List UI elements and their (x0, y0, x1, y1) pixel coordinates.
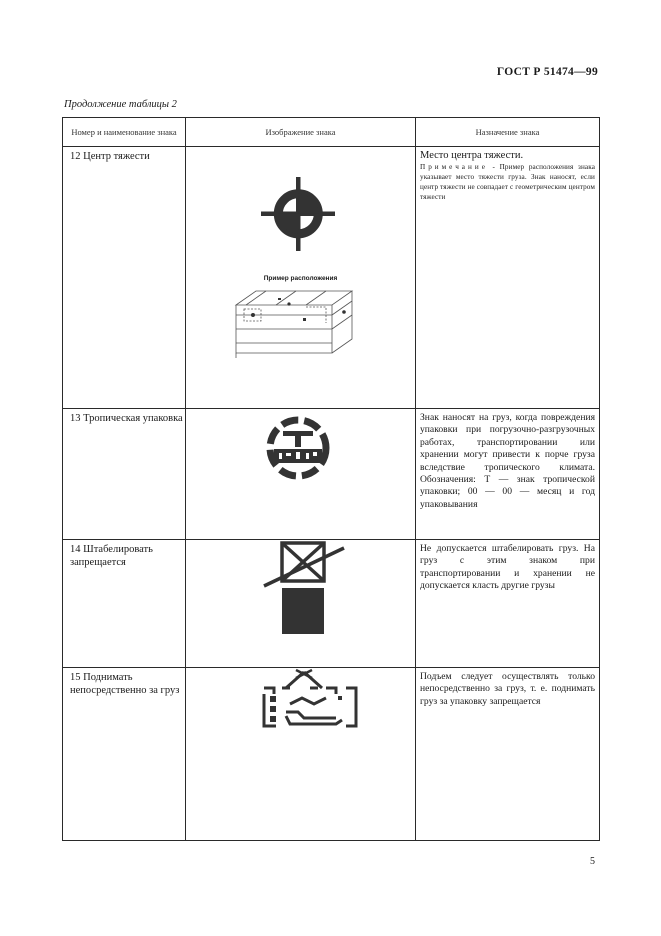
note-label: Примечание (420, 163, 488, 172)
no-stacking-icon (186, 540, 416, 668)
document-code: ГОСТ Р 51474—99 (496, 66, 598, 78)
sign-purpose: Знак наносят на груз, когда повреждения упаковки при погрузочно-разгрузочных работах, транспортировании или хранении могут привести к порче груза вследствие тропического климата. Обозначения: Т — знак тропической упаковки; 00 — 00 — месяц и год упаковывания (416, 409, 600, 540)
table-header-row (63, 118, 600, 147)
sign-name: 14 Штабелировать запрещается (63, 540, 186, 668)
sign-purpose: Не допускается штабелировать груз. На груз с этим знаком при транспортировании и хранении не допускается класть другие грузы (416, 540, 600, 668)
example-label: Пример расположения (263, 275, 338, 282)
table-row (63, 147, 600, 409)
sign-image-cell (186, 147, 416, 409)
sign-name: 15 Поднимать непосредственно за груз (63, 668, 186, 841)
note-text: - Пример расположения знака указывает место тяжести груза. Знак наносят, если центр тяжести не совпадает с геометрическим центром тяжести (420, 163, 595, 202)
sign-image-cell (186, 540, 416, 668)
purpose-note (420, 162, 595, 202)
sign-name: 12 Центр тяжести (63, 147, 186, 409)
column-header-number-name: Номер и наименование знака (63, 118, 186, 147)
table-row (63, 668, 600, 841)
tropical-packaging-icon (186, 409, 416, 540)
box-example-icon (186, 147, 416, 409)
page-number: 5 (590, 856, 595, 867)
stack-base-block (282, 588, 324, 634)
table-caption: Продолжение таблицы 2 (64, 99, 177, 110)
sign-purpose: Подъем следует осуществлять только непосредственно за груз, т. е. поднимать груз за упаковку запрещается (416, 668, 600, 841)
sign-image-cell (186, 668, 416, 841)
table-row (63, 409, 600, 540)
signs-table (62, 117, 600, 841)
sign-purpose (416, 147, 600, 409)
sign-image-cell (186, 409, 416, 540)
sign-name: 13 Тропическая упаковка (63, 409, 186, 540)
purpose-lead: Место центра тяжести. (420, 150, 524, 161)
column-header-purpose: Назначение знака (416, 118, 600, 147)
table-row (63, 540, 600, 668)
lift-directly-icon (186, 668, 416, 843)
column-header-image: Изображение знака (186, 118, 416, 147)
